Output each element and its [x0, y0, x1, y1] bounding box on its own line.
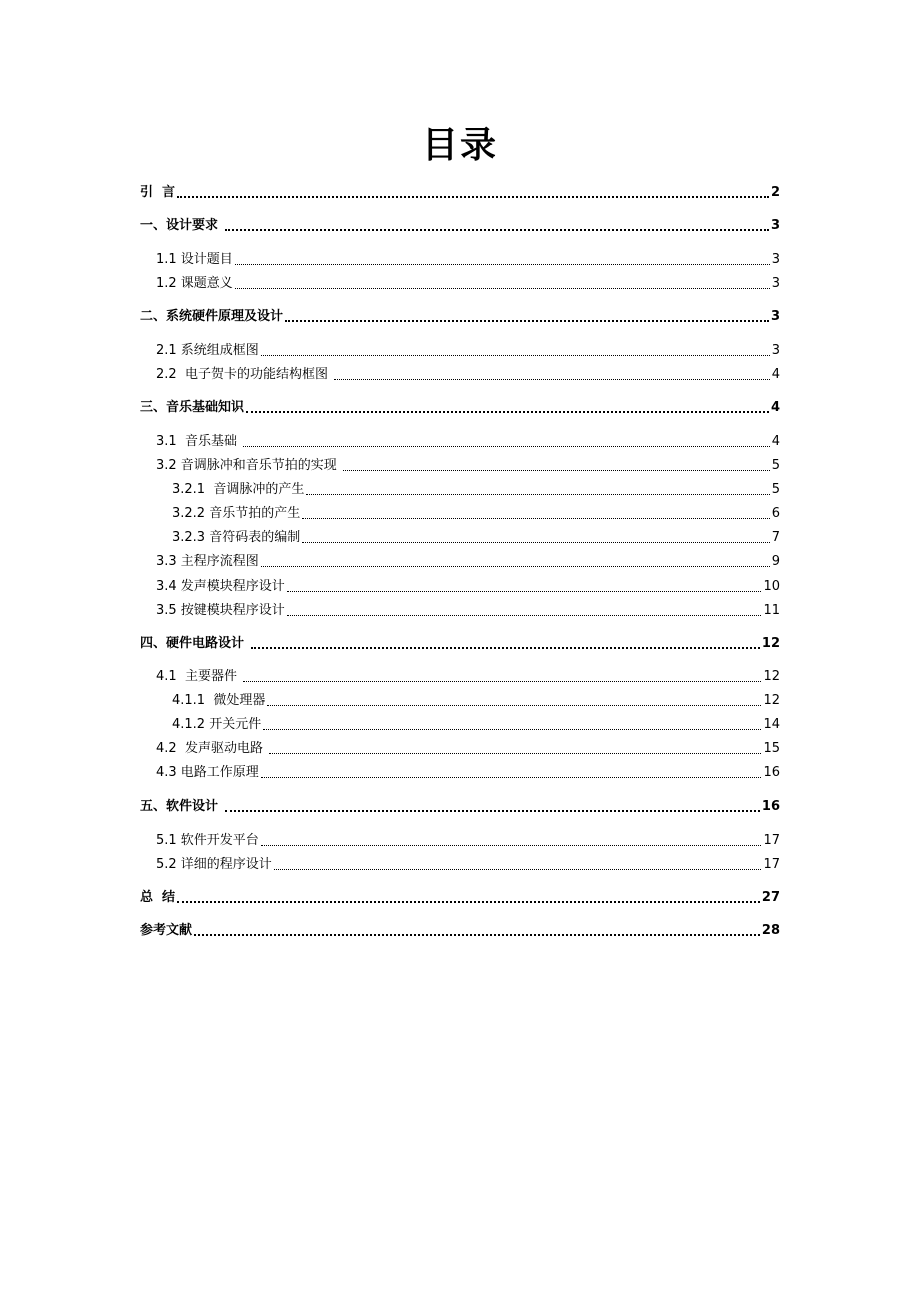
toc-entry[interactable]: [140, 920, 780, 940]
dot-leader: [261, 845, 762, 846]
toc-entry-title: 4.3 电路工作原理: [156, 765, 259, 780]
toc-entry-page-number: 14: [763, 717, 780, 732]
toc-entry-page-number: 17: [763, 857, 780, 872]
toc-entry-title: 一、设计要求: [140, 218, 223, 233]
page-title: 目录: [421, 125, 498, 166]
toc-entry-title: 三、音乐基础知识: [140, 400, 245, 415]
toc-entry-title: 1.2 课题意义: [156, 276, 233, 291]
toc-entry-title: 总 结: [140, 890, 176, 905]
toc-entry-page-number: 10: [763, 579, 780, 594]
toc-entry-title: 1.1 设计题目: [156, 252, 233, 267]
toc-entry-page-number: 28: [761, 923, 780, 938]
dot-leader: [302, 542, 770, 543]
toc-entry-page-number: 9: [771, 554, 780, 569]
dot-leader: [267, 705, 761, 706]
toc-entry-title: 3.2.1 音调脉冲的产生: [172, 482, 305, 497]
toc-entry[interactable]: [140, 431, 780, 451]
toc-entry-page-number: 12: [763, 693, 780, 708]
dot-leader: [235, 264, 770, 265]
toc-entry-title: 3.1 音乐基础: [156, 434, 242, 449]
toc-entry-page-number: 3: [770, 218, 780, 233]
toc-entry[interactable]: [140, 738, 780, 758]
toc-entry-title: 4.1 主要器件: [156, 669, 242, 684]
toc-entry-page-number: 4: [771, 367, 780, 382]
toc-entry[interactable]: [140, 830, 780, 850]
toc-entry-title: 2.2 电子贺卡的功能结构框图: [156, 367, 333, 382]
toc-entry[interactable]: [140, 503, 780, 523]
toc-entry-title: 5.2 详细的程序设计: [156, 857, 272, 872]
dot-leader: [177, 901, 760, 903]
toc-entry-title: 四、硬件电路设计: [140, 636, 249, 651]
dot-leader: [306, 494, 769, 495]
dot-leader: [274, 869, 762, 870]
toc-entry[interactable]: [140, 249, 780, 269]
dot-leader: [287, 615, 762, 616]
toc-entry-page-number: 2: [770, 185, 780, 200]
toc-entry[interactable]: [140, 340, 780, 360]
dot-leader: [246, 411, 769, 413]
toc-entry[interactable]: [140, 551, 780, 571]
toc-entry[interactable]: [140, 762, 780, 782]
toc-entry-page-number: 16: [763, 765, 780, 780]
toc-entry-page-number: 6: [771, 506, 780, 521]
toc-entry[interactable]: [140, 796, 780, 816]
toc-entry[interactable]: [140, 666, 780, 686]
toc-entry[interactable]: [140, 397, 780, 417]
toc-entry-page-number: 12: [763, 669, 780, 684]
dot-leader: [263, 729, 761, 730]
toc-entry-title: 5.1 软件开发平台: [156, 833, 259, 848]
dot-leader: [302, 518, 770, 519]
toc-entry-page-number: 3: [771, 252, 780, 267]
toc-entry[interactable]: [140, 273, 780, 293]
dot-leader: [177, 196, 769, 198]
dot-leader: [261, 777, 762, 778]
toc-entry-title: 3.3 主程序流程图: [156, 554, 259, 569]
toc-entry[interactable]: [140, 714, 780, 734]
toc-entry[interactable]: [140, 455, 780, 475]
toc-entry-page-number: 7: [771, 530, 780, 545]
toc-entry-page-number: 11: [763, 603, 780, 618]
toc-entry-page-number: 3: [771, 276, 780, 291]
toc-entry-page-number: 4: [771, 434, 780, 449]
toc-entry-title: 参考文献: [140, 923, 193, 938]
dot-leader: [334, 379, 770, 380]
toc-entry[interactable]: [140, 690, 780, 710]
toc-entry-page-number: 12: [761, 636, 780, 651]
toc-entry-title: 3.2.3 音符码表的编制: [172, 530, 301, 545]
toc-entry-page-number: 15: [763, 741, 780, 756]
dot-leader: [243, 681, 761, 682]
toc-entry-title: 3.2 音调脉冲和音乐节拍的实现: [156, 458, 341, 473]
toc-entry-title: 引 言: [140, 185, 176, 200]
toc-entry-title: 3.5 按键模块程序设计: [156, 603, 285, 618]
toc-entry-title: 二、系统硬件原理及设计: [140, 309, 284, 324]
toc-entry-page-number: 5: [771, 482, 780, 497]
toc-entry-title: 3.4 发声模块程序设计: [156, 579, 285, 594]
toc-entry-page-number: 5: [771, 458, 780, 473]
toc-entry-title: 2.1 系统组成框图: [156, 343, 259, 358]
toc-entry-title: 3.2.2 音乐节拍的产生: [172, 506, 301, 521]
toc-entry[interactable]: [140, 182, 780, 202]
toc-entry[interactable]: [140, 364, 780, 384]
dot-leader: [225, 810, 760, 812]
toc-entry-page-number: 16: [761, 799, 780, 814]
toc-entry-title: 4.2 发声驱动电路: [156, 741, 268, 756]
dot-leader: [251, 647, 760, 649]
toc-entry-title: 五、软件设计: [140, 799, 223, 814]
toc-entry[interactable]: [140, 576, 780, 596]
dot-leader: [261, 355, 770, 356]
toc-entry-page-number: 3: [770, 309, 780, 324]
toc-entry-page-number: 17: [763, 833, 780, 848]
toc-entry[interactable]: [140, 479, 780, 499]
toc-entry[interactable]: [140, 306, 780, 326]
dot-leader: [343, 470, 770, 471]
toc-entry-page-number: 27: [761, 890, 780, 905]
toc-entry-page-number: 3: [771, 343, 780, 358]
toc-entry[interactable]: [140, 600, 780, 620]
toc-entry[interactable]: [140, 633, 780, 653]
dot-leader: [269, 753, 761, 754]
toc-entry-title: 4.1.2 开关元件: [172, 717, 262, 732]
toc-entry[interactable]: [140, 215, 780, 235]
toc-entry[interactable]: [140, 854, 780, 874]
dot-leader: [243, 446, 770, 447]
toc-entry-page-number: 4: [770, 400, 780, 415]
dot-leader: [194, 934, 760, 936]
dot-leader: [285, 320, 769, 322]
toc-entry-title: 4.1.1 微处理器: [172, 693, 266, 708]
dot-leader: [287, 591, 762, 592]
toc-entry[interactable]: [140, 527, 780, 547]
dot-leader: [225, 229, 769, 231]
dot-leader: [235, 288, 770, 289]
toc-entry[interactable]: [140, 887, 780, 907]
dot-leader: [261, 566, 770, 567]
